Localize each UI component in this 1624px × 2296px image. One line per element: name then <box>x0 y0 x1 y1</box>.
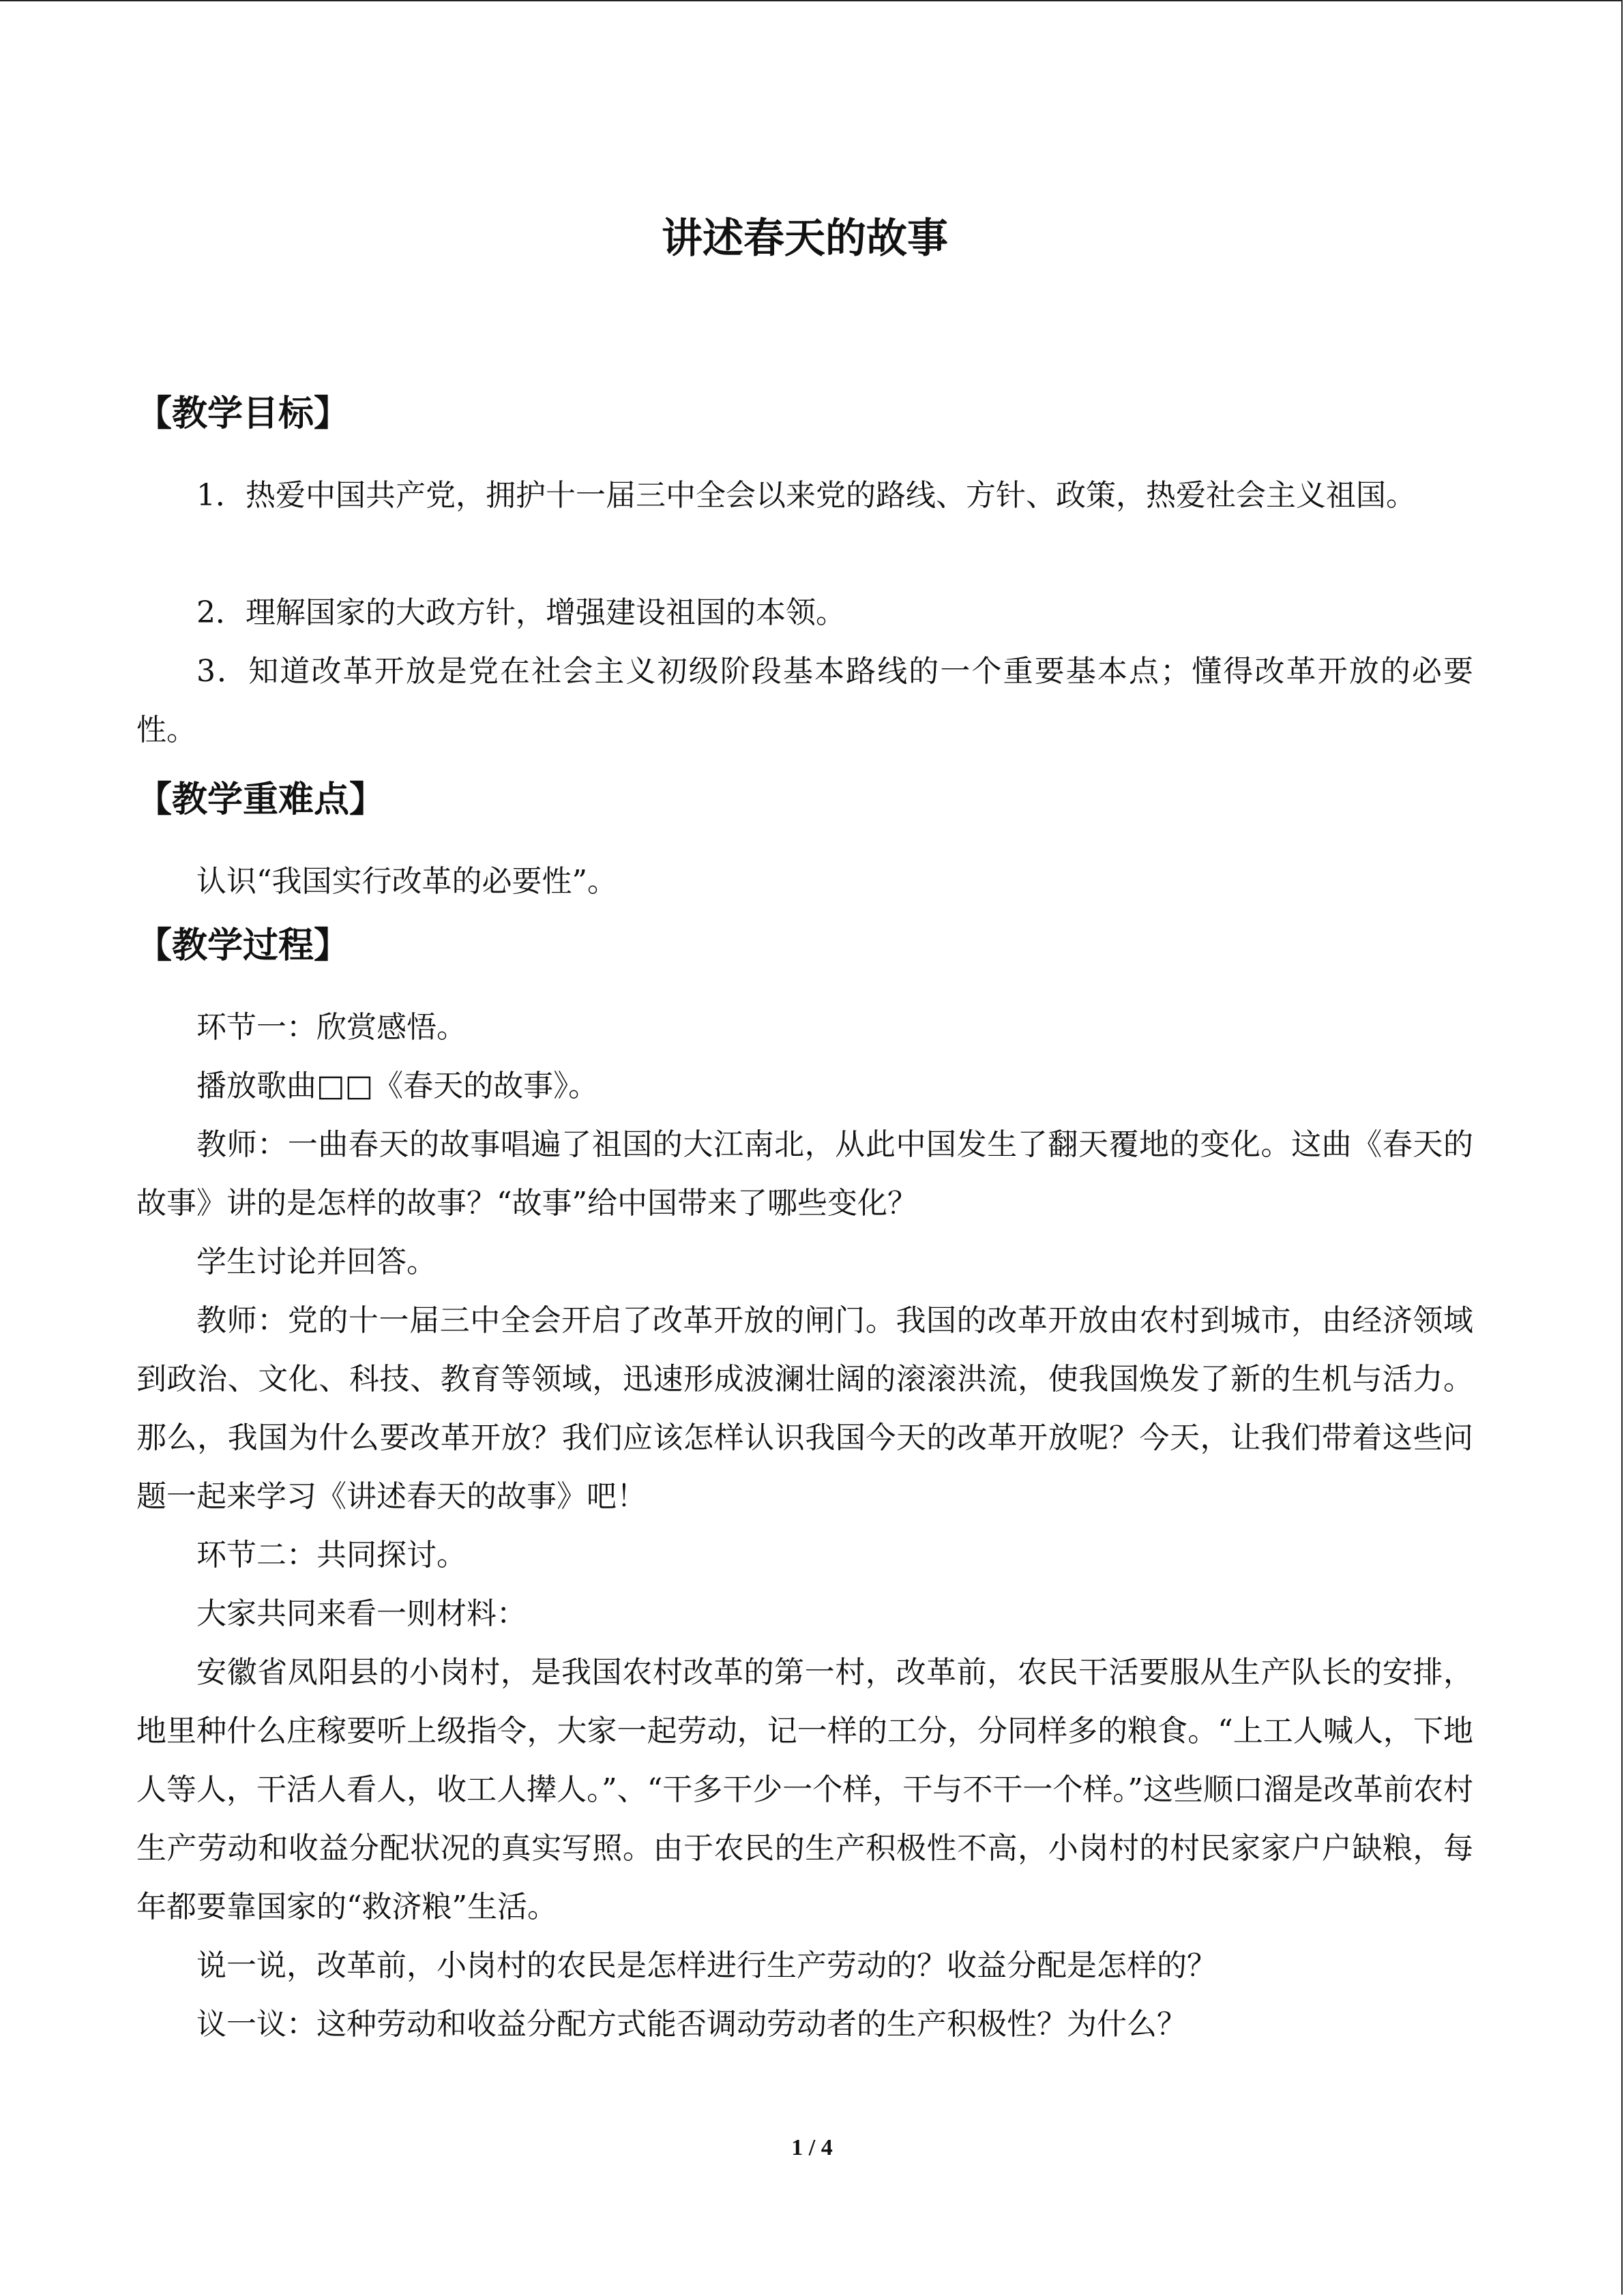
process-paragraph: 环节二：共同探讨。 <box>196 1538 467 1572</box>
page-number: 1 / 4 <box>791 2135 833 2160</box>
process-paragraph: 议一议：这种劳动和收益分配方式能否调动劳动者的生产积极性？为什么？ <box>196 2007 1187 2042</box>
section-heading-objectives: 【教学目标】 <box>136 393 350 434</box>
objective-item-1: 1．热爱中国共产党，拥护十一届三中全会以来党的路线、方针、政策，热爱社会主义祖国。 <box>196 478 1416 513</box>
process-paragraph: 播放歌曲□□《春天的故事》。 <box>196 1069 599 1103</box>
objective-item-2: 2．理解国家的大政方针，增强建设祖国的本领。 <box>196 595 846 630</box>
process-paragraph: 安徽省凤阳县的小岗村，是我国农村改革的第一村，改革前，农民干活要服从生产队长的安排，地里种什么庄稼要听上级指令，大家一起劳动，记一样的工分，分同样多的粮食。“上工人喊人，下地人等人，干活人看人，收工人撵人。”、“干多干少一个样，干与不干一个样。”这些顺口溜是改革前农村生产劳动和收益分配状况的真实写照。由于农民的生产积极性不高，小岗村的村民家家户户缺粮，每年都要靠国家的“救济粮”生活。 <box>136 1655 1473 1924</box>
objective-item-3: 3．知道改革开放是党在社会主义初级阶段基本路线的一个重要基本点；懂得改革开放的必要性。 <box>136 654 1473 747</box>
process-paragraph: 大家共同来看一则材料： <box>196 1596 527 1631</box>
process-paragraph: 教师：党的十一届三中全会开启了改革开放的闸门。我国的改革开放由农村到城市，由经济领域到政治、文化、科技、教育等领域，迅速形成波澜壮阔的滚滚洪流，使我国焕发了新的生机与活力。那么，我国为什么要改革开放？我们应该怎样认识我国今天的改革开放呢？今天，让我们带着这些问题一起来学习《讲述春天的故事》吧！ <box>136 1303 1473 1514</box>
process-paragraph: 说一说，改革前，小岗村的农民是怎样进行生产劳动的？收益分配是怎样的？ <box>196 1948 1217 1983</box>
process-paragraph: 教师：一曲春天的故事唱遍了祖国的大江南北，从此中国发生了翻天覆地的变化。这曲《春天的故事》讲的是怎样的故事？“故事”给中国带来了哪些变化？ <box>136 1127 1473 1221</box>
process-paragraph: 环节一：欣赏感悟。 <box>196 1010 467 1045</box>
section-heading-key-points: 【教学重难点】 <box>136 779 385 820</box>
section-heading-process: 【教学过程】 <box>136 925 350 966</box>
key-points-text: 认识“我国实行改革的必要性”。 <box>196 864 617 899</box>
process-paragraph: 学生讨论并回答。 <box>196 1244 437 1279</box>
page-title: 讲述春天的故事 <box>662 215 948 263</box>
